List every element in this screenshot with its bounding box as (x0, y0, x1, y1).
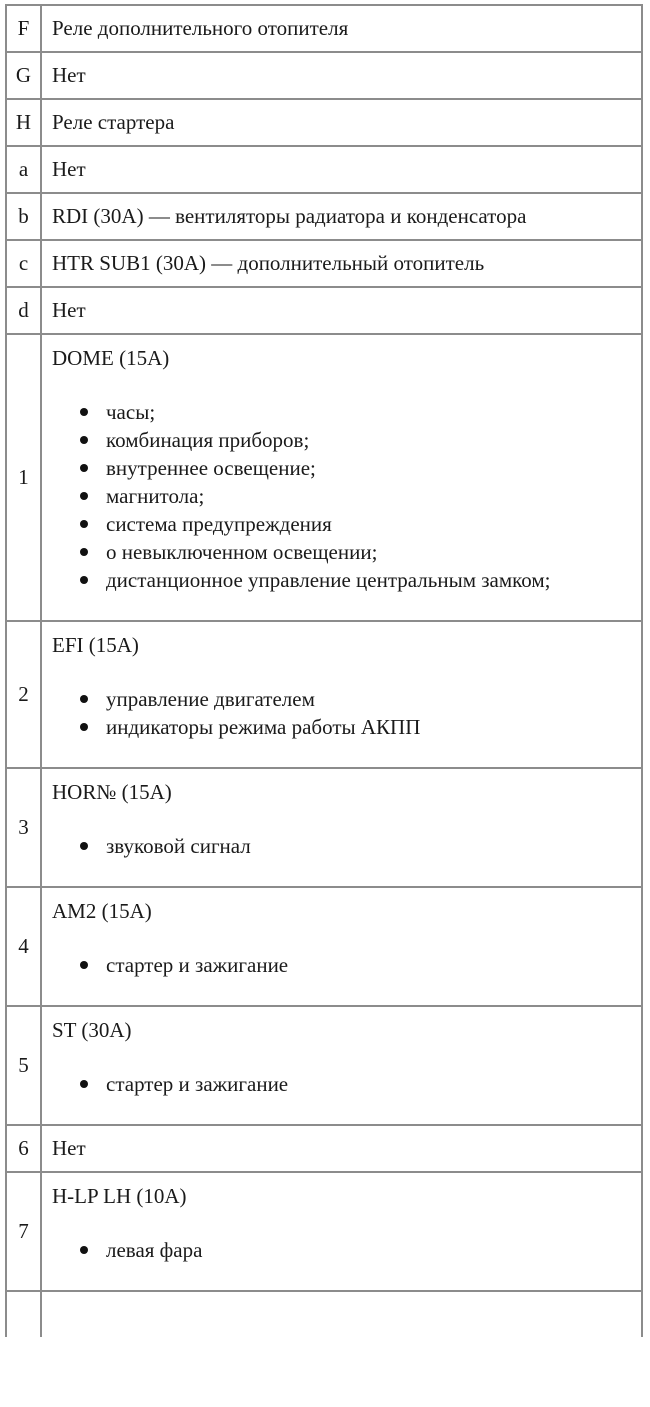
list-item: часы; (78, 398, 641, 426)
fuse-title: HOR№ (15A) (52, 780, 172, 804)
row-value: RDI (30A) — вентиляторы радиатора и конденсатора (41, 193, 642, 240)
row-key: 2 (6, 621, 41, 768)
row-key: 7 (6, 1172, 41, 1291)
fuse-title: H-LP LH (10A) (52, 1184, 187, 1208)
row-value: Нет (41, 287, 642, 334)
row-key: 6 (6, 1125, 41, 1172)
row-key: 1 (6, 334, 41, 621)
list-item: дистанционное управление центральным замком; (78, 566, 641, 594)
list-item: стартер и зажигание (78, 951, 641, 979)
row-key: H (6, 99, 41, 146)
list-item: стартер и зажигание (78, 1070, 641, 1098)
list-item: звуковой сигнал (78, 832, 641, 860)
fuse-table (5, 4, 643, 1337)
row-value: HTR SUB1 (30A) — дополнительный отопитель (41, 240, 642, 287)
row-value: Нет (41, 146, 642, 193)
table-row-fuse-2 (6, 621, 642, 768)
row-key: 5 (6, 1006, 41, 1125)
row-key: G (6, 52, 41, 99)
list-item: управление двигателем (78, 685, 641, 713)
table-row-fuse-5 (6, 1006, 642, 1125)
fuse-consumer-list (52, 924, 641, 1005)
list-item: внутреннее освещение; (78, 454, 641, 482)
fuse-consumer-list (52, 1043, 641, 1124)
table-row-fuse-3 (6, 768, 642, 887)
fuse-consumer-list (52, 371, 641, 620)
row-key: c (6, 240, 41, 287)
row-key: a (6, 146, 41, 193)
list-item: комбинация приборов; (78, 426, 641, 454)
table-row-b (6, 193, 642, 240)
table-row-H (6, 99, 642, 146)
list-item: о невыключенном освещении; (78, 538, 641, 566)
fuse-consumer-list (52, 658, 641, 767)
row-key: F (6, 5, 41, 52)
table-row-a (6, 146, 642, 193)
table-row-fuse-4 (6, 887, 642, 1006)
table-row-c (6, 240, 642, 287)
table-row-partial (6, 1291, 642, 1337)
table-row-fuse-6 (6, 1125, 642, 1172)
fuse-title: AM2 (15A) (52, 899, 152, 923)
row-value: Нет (41, 1125, 642, 1172)
list-item: индикаторы режима работы АКПП (78, 713, 641, 741)
table-row-d (6, 287, 642, 334)
row-key: b (6, 193, 41, 240)
table-row-fuse-1 (6, 334, 642, 621)
list-item: магнитола; (78, 482, 641, 510)
table-row-G (6, 52, 642, 99)
fuse-title: EFI (15A) (52, 633, 139, 657)
row-key-empty (6, 1291, 41, 1337)
row-key: 4 (6, 887, 41, 1006)
list-item: левая фара (78, 1236, 641, 1264)
row-value: Реле стартера (41, 99, 642, 146)
fuse-consumer-list (52, 805, 641, 886)
row-value-empty (41, 1291, 642, 1337)
table-row-fuse-7 (6, 1172, 642, 1291)
fuse-title: ST (30A) (52, 1018, 132, 1042)
row-key: 3 (6, 768, 41, 887)
table-row-F (6, 5, 642, 52)
row-value: Нет (41, 52, 642, 99)
fuse-consumer-list (52, 1209, 641, 1290)
row-value: Реле дополнительного отопителя (41, 5, 642, 52)
fuse-title: DOME (15A) (52, 346, 170, 370)
row-key: d (6, 287, 41, 334)
list-item: система предупреждения (78, 510, 641, 538)
